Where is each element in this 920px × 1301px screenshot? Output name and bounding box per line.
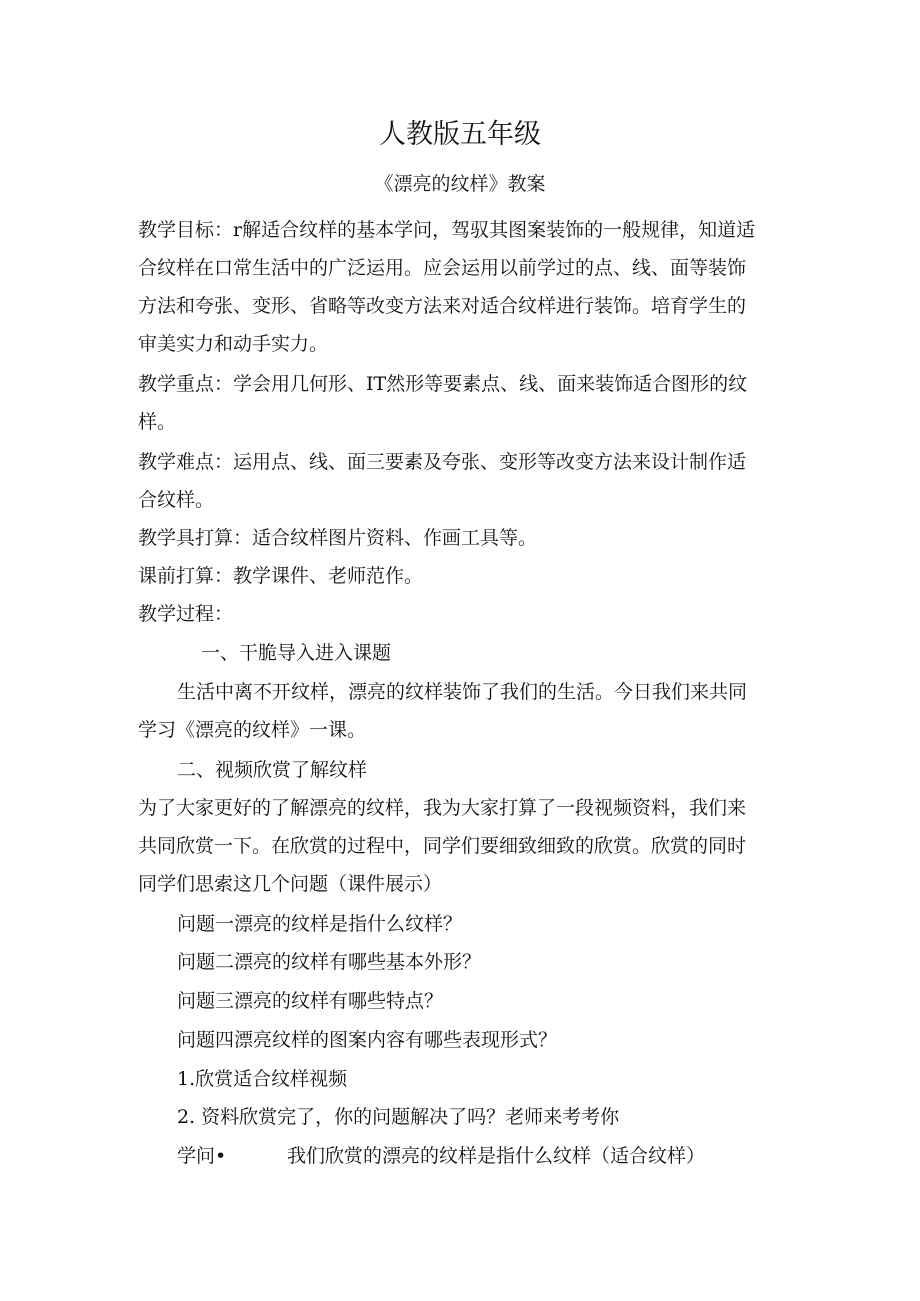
question-item: 问题三漂亮的纹样有哪些特点？ — [177, 990, 444, 1012]
text-line: 教学过程： — [138, 603, 234, 625]
text-line: 方法和夸张、变形、省略等改变方法来对适合纹样进行装饰。培育学生的 — [138, 295, 747, 317]
document-subtitle: 《漂亮的纹样》教案 — [374, 173, 546, 195]
section-heading: 二、视频欣赏了解纹样 — [177, 759, 368, 781]
text-line: 合纹样在口常生活中的广泛运用。应会运用以前学过的点、线、面等装饰 — [138, 257, 747, 279]
question-item: 问题一漂亮的纹样是指什么纹样？ — [177, 913, 463, 935]
text-line: 课前打算：教学课件、老师范作。 — [138, 565, 424, 587]
text-line: 教学具打算：适合纹样图片资料、作画工具等。 — [138, 527, 538, 549]
numbered-item: 2. 资料欣赏完了，你的问题解决了吗？老师来考考你 — [177, 1106, 620, 1128]
document-title: 人教版五年级 — [379, 119, 541, 150]
question-item: 问题二漂亮的纹样有哪些基本外形？ — [177, 951, 482, 973]
text-line: 为了大家更好的了解漂亮的纹样，我为大家打算了一段视频资料，我们来 — [138, 797, 747, 819]
text-line: 共同欣赏一下。在欣赏的过程中，同学们要细致细致的欣赏。欣赏的同时 — [138, 835, 747, 857]
last-line-text: 我们欣赏的漂亮的纹样是指什么纹样（适合纹样） — [287, 1145, 706, 1167]
section-heading: 一、干脆导入进入课题 — [201, 642, 392, 664]
text-line: 教学难点：运用点、线、面三要素及夸张、变形等改变方法来设计制作适 — [138, 451, 747, 473]
text-line: 同学们思索这几个问题（课件展示） — [138, 873, 443, 895]
text-line: 教学目标：r解适合纹样的基本学问，驾驭其图案装饰的一般规律，知道适 — [138, 219, 756, 241]
text-line: 学习《漂亮的纹样》一课。 — [138, 719, 367, 741]
text-line: 合纹样。 — [138, 489, 215, 511]
text-line: 审美实力和动手实力。 — [138, 333, 329, 355]
last-line-label: 学问• — [177, 1145, 227, 1167]
text-line: 教学重点：学会用几何形、IT然形等要素点、线、面来装饰适合图形的纹 — [138, 373, 748, 395]
text-line: 生活中离不开纹样，漂亮的纹样装饰了我们的生活。今日我们来共同 — [177, 681, 748, 703]
text-line: 样。 — [138, 411, 177, 433]
numbered-item: 1.欣赏适合纹样视频 — [177, 1068, 348, 1090]
question-item: 问题四漂亮纹样的图案内容有哪些表现形式？ — [177, 1029, 558, 1051]
